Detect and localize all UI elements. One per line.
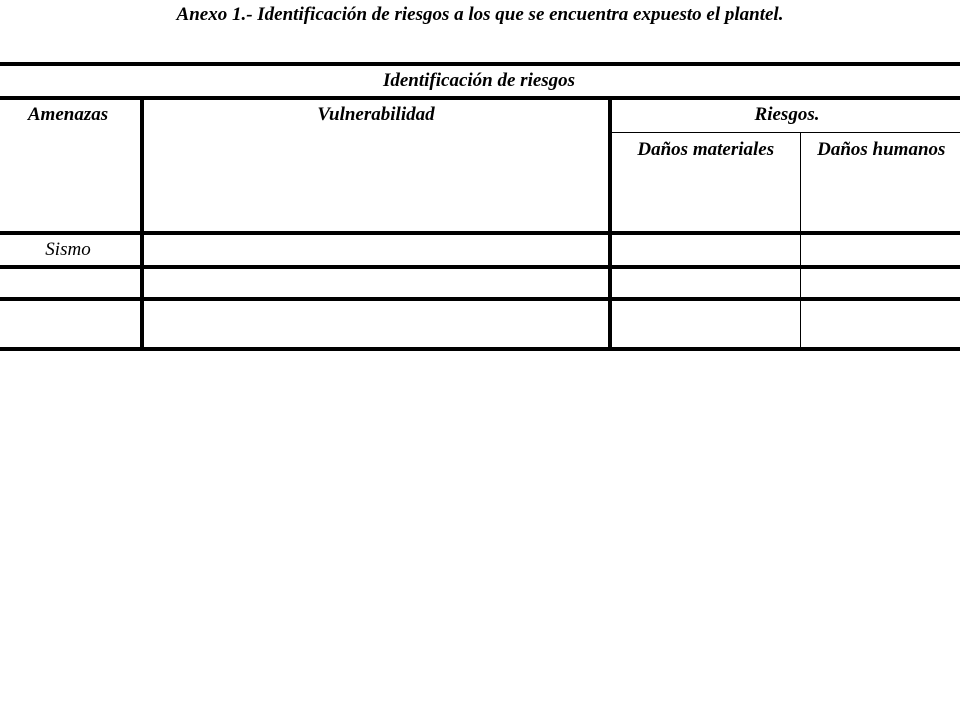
cell-danos-materiales: [610, 267, 800, 299]
cell-amenaza: Sismo: [0, 233, 142, 267]
cell-danos-materiales: [610, 233, 800, 267]
cell-danos-materiales: [610, 299, 800, 349]
cell-danos-humanos: [800, 267, 960, 299]
table-row: [0, 267, 960, 299]
document-title: Anexo 1.- Identificación de riesgos a los que se encuentra expuesto el plantel.: [176, 4, 784, 25]
column-header-riesgos: Riesgos.: [754, 104, 820, 125]
cell-danos-humanos: [800, 299, 960, 349]
table-row: [0, 299, 960, 349]
cell-vulnerabilidad: [142, 299, 610, 349]
cell-amenaza: [0, 299, 142, 349]
cell-danos-humanos: [800, 233, 960, 267]
cell-amenaza: [0, 267, 142, 299]
table-row: [0, 233, 960, 267]
column-header-danos-materiales: Daños materiales: [610, 133, 800, 234]
risk-identification-table: [0, 62, 960, 351]
column-header-amenazas: Amenazas: [0, 98, 142, 233]
table-main-header: Identificación de riesgos: [0, 64, 960, 98]
column-header-danos-humanos: Daños humanos: [800, 133, 960, 234]
cell-vulnerabilidad: [142, 267, 610, 299]
column-header-vulnerabilidad: Vulnerabilidad: [142, 98, 610, 233]
table-main-header-row: [0, 64, 960, 98]
cell-vulnerabilidad: [142, 233, 610, 267]
table-column-header-row: [0, 98, 960, 133]
